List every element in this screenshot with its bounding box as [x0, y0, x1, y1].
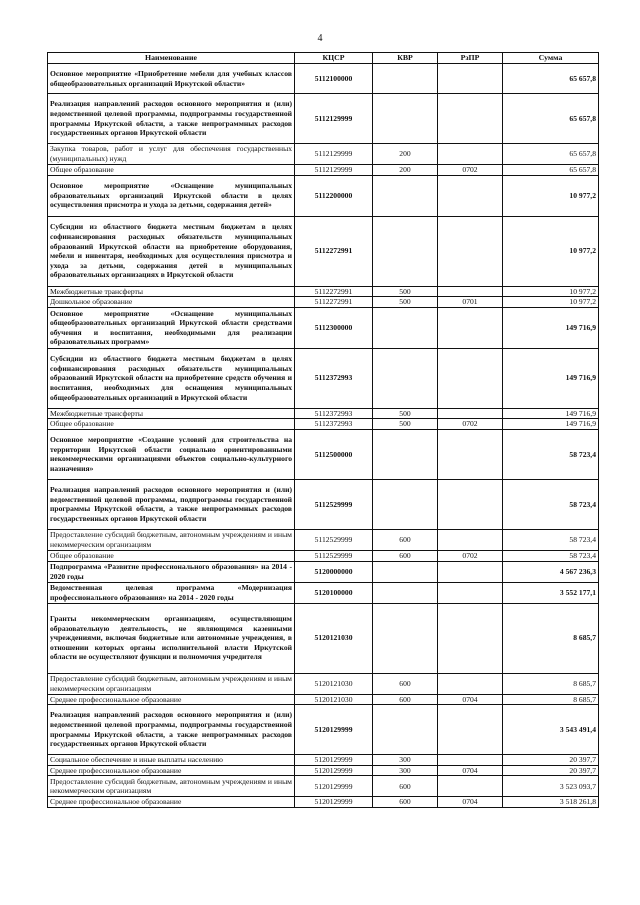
cell-name: Закупка товаров, работ и услуг для обеспечения государственных (муниципальных) нужд	[48, 144, 295, 165]
table-row	[48, 550, 599, 561]
table-body	[48, 64, 599, 808]
cell-name: Среднее профессиональное образование	[48, 694, 295, 705]
table-row	[48, 797, 599, 808]
cell-sum: 3 518 261,8	[503, 797, 599, 808]
cell-vr	[373, 94, 438, 144]
cell-rz	[438, 603, 503, 673]
cell-sum: 8 685,7	[503, 603, 599, 673]
cell-code: 5120129999	[295, 705, 373, 755]
table-row	[48, 307, 599, 348]
header-rz: РзПР	[438, 53, 503, 64]
cell-vr: 200	[373, 144, 438, 165]
cell-code: 5112372993	[295, 419, 373, 430]
table-row	[48, 694, 599, 705]
cell-sum: 65 657,8	[503, 94, 599, 144]
cell-vr: 500	[373, 297, 438, 308]
cell-sum: 58 723,4	[503, 529, 599, 550]
cell-vr	[373, 479, 438, 529]
cell-vr: 500	[373, 286, 438, 297]
cell-sum: 149 716,9	[503, 419, 599, 430]
cell-vr	[373, 175, 438, 216]
table-row	[48, 529, 599, 550]
cell-name: Общее образование	[48, 550, 295, 561]
cell-vr	[373, 603, 438, 673]
cell-rz	[438, 529, 503, 550]
cell-sum: 4 567 236,3	[503, 561, 599, 582]
table-row	[48, 175, 599, 216]
cell-vr: 600	[373, 797, 438, 808]
cell-vr: 200	[373, 165, 438, 176]
cell-name: Субсидии из областного бюджета местным бюджетам в целях софинансирования расходных обязательств муниципальных образований Иркутской области на приобретение средств обучения и воспитания, необходимых для оснащения муниципальных общеобразовательных организаций в Иркутской области	[48, 348, 295, 408]
cell-code: 5112100000	[295, 64, 373, 94]
cell-vr: 300	[373, 755, 438, 766]
cell-code: 5112372993	[295, 408, 373, 419]
table-row	[48, 603, 599, 673]
cell-rz	[438, 64, 503, 94]
cell-sum: 10 977,2	[503, 297, 599, 308]
cell-rz	[438, 561, 503, 582]
cell-vr: 600	[373, 673, 438, 694]
cell-code: 5120000000	[295, 561, 373, 582]
cell-rz: 0702	[438, 165, 503, 176]
cell-code: 5112529999	[295, 479, 373, 529]
table-row	[48, 286, 599, 297]
table-row	[48, 705, 599, 755]
cell-vr: 600	[373, 550, 438, 561]
cell-name: Социальное обеспечение и иные выплаты населению	[48, 755, 295, 766]
cell-sum: 8 685,7	[503, 694, 599, 705]
table-row	[48, 673, 599, 694]
cell-rz: 0704	[438, 765, 503, 776]
cell-rz	[438, 307, 503, 348]
cell-name: Дошкольное образование	[48, 297, 295, 308]
cell-vr	[373, 705, 438, 755]
cell-sum: 58 723,4	[503, 429, 599, 479]
budget-table	[47, 52, 599, 808]
cell-code: 5120129999	[295, 776, 373, 797]
table-row	[48, 165, 599, 176]
cell-name: Среднее профессиональное образование	[48, 765, 295, 776]
cell-rz: 0702	[438, 550, 503, 561]
table-row	[48, 297, 599, 308]
table-row	[48, 429, 599, 479]
cell-sum: 149 716,9	[503, 348, 599, 408]
table-header-row	[48, 53, 599, 64]
header-name: Наименование	[48, 53, 295, 64]
cell-sum: 10 977,2	[503, 216, 599, 286]
cell-name: Основное мероприятие «Оснащение муниципальных образовательных организаций Иркутской области в целях осуществления присмотра и ухода за детьми, содержания детей»	[48, 175, 295, 216]
cell-name: Гранты некоммерческим организациям, осуществляющим образовательную деятельность, не являющимся казенными учреждениями, включая бюджетные или автономные учреждения, в отношении которых органы исполнительной власти Иркутской области не осуществляют функции и полномочия учредителя	[48, 603, 295, 673]
cell-code: 5112300000	[295, 307, 373, 348]
cell-rz	[438, 776, 503, 797]
cell-name: Предоставление субсидий бюджетным, автономным учреждениям и иным некоммерческим организациям	[48, 673, 295, 694]
header-vr: КВР	[373, 53, 438, 64]
cell-sum: 149 716,9	[503, 307, 599, 348]
cell-sum: 65 657,8	[503, 144, 599, 165]
cell-name: Основное мероприятие «Создание условий для строительства на территории Иркутской области социально ориентированными некоммерческими организациями объектов социально-культурного назначения»	[48, 429, 295, 479]
table-row	[48, 419, 599, 430]
cell-sum: 65 657,8	[503, 165, 599, 176]
cell-name: Межбюджетные трансферты	[48, 408, 295, 419]
cell-name: Ведомственная целевая программа «Модернизация профессионального образования» на 2014 - 2020 годы	[48, 582, 295, 603]
cell-name: Подпрограмма «Развитие профессионального образования» на 2014 - 2020 годы	[48, 561, 295, 582]
table-row	[48, 755, 599, 766]
cell-code: 5112129999	[295, 94, 373, 144]
cell-name: Общее образование	[48, 165, 295, 176]
cell-sum: 58 723,4	[503, 550, 599, 561]
cell-name: Среднее профессиональное образование	[48, 797, 295, 808]
page-number: 4	[317, 33, 323, 44]
cell-name: Реализация направлений расходов основного мероприятия и (или) ведомственной целевой программы, подпрограммы государственной программы Иркутской области, а также непрограммных расходов государственных органов Иркутской области	[48, 479, 295, 529]
cell-code: 5120129999	[295, 765, 373, 776]
cell-sum: 20 397,7	[503, 765, 599, 776]
table-row	[48, 216, 599, 286]
cell-name: Реализация направлений расходов основного мероприятия и (или) ведомственной целевой программы, подпрограммы государственной программы Иркутской области, а также непрограммных расходов государственных органов Иркутской области	[48, 705, 295, 755]
table-row	[48, 64, 599, 94]
cell-rz: 0704	[438, 694, 503, 705]
cell-vr	[373, 561, 438, 582]
cell-code: 5112129999	[295, 144, 373, 165]
cell-rz	[438, 216, 503, 286]
table-row	[48, 561, 599, 582]
table-row	[48, 408, 599, 419]
cell-code: 5112129999	[295, 165, 373, 176]
cell-vr	[373, 307, 438, 348]
cell-name: Основное мероприятие «Оснащение муниципальных общеобразовательных организаций Иркутской области средствами обучения и воспитания, необходимыми для реализации образовательных программ»	[48, 307, 295, 348]
table-row	[48, 582, 599, 603]
cell-name: Предоставление субсидий бюджетным, автономным учреждениям и иным некоммерческим организациям	[48, 776, 295, 797]
cell-rz	[438, 673, 503, 694]
cell-sum: 3 552 177,1	[503, 582, 599, 603]
cell-vr	[373, 216, 438, 286]
cell-rz	[438, 755, 503, 766]
cell-rz	[438, 286, 503, 297]
cell-rz	[438, 429, 503, 479]
cell-sum: 65 657,8	[503, 64, 599, 94]
cell-vr	[373, 64, 438, 94]
cell-sum: 149 716,9	[503, 408, 599, 419]
cell-code: 5112500000	[295, 429, 373, 479]
table-row	[48, 765, 599, 776]
cell-sum: 3 543 491,4	[503, 705, 599, 755]
cell-rz	[438, 479, 503, 529]
table-row	[48, 144, 599, 165]
cell-sum: 58 723,4	[503, 479, 599, 529]
cell-name: Предоставление субсидий бюджетным, автономным учреждениям и иным некоммерческим организациям	[48, 529, 295, 550]
cell-code: 5120121030	[295, 694, 373, 705]
table-row	[48, 94, 599, 144]
cell-rz: 0701	[438, 297, 503, 308]
cell-vr: 500	[373, 419, 438, 430]
cell-vr: 500	[373, 408, 438, 419]
table-row	[48, 479, 599, 529]
cell-vr: 300	[373, 765, 438, 776]
cell-rz	[438, 705, 503, 755]
cell-sum: 20 397,7	[503, 755, 599, 766]
cell-rz	[438, 144, 503, 165]
cell-code: 5112372993	[295, 348, 373, 408]
cell-code: 5112529999	[295, 529, 373, 550]
cell-sum: 10 977,2	[503, 175, 599, 216]
cell-rz	[438, 408, 503, 419]
cell-name: Общее образование	[48, 419, 295, 430]
cell-name: Межбюджетные трансферты	[48, 286, 295, 297]
cell-sum: 3 523 093,7	[503, 776, 599, 797]
cell-rz	[438, 175, 503, 216]
cell-rz: 0704	[438, 797, 503, 808]
cell-code: 5112272991	[295, 286, 373, 297]
cell-name: Субсидии из областного бюджета местным бюджетам в целях софинансирования расходных обязательств муниципальных образований Иркутской области на приобретение оборудования, мебели и инвентаря, необходимых для осуществления присмотра и ухода за детьми, содержания детей в муниципальных образовательных организациях в Иркутской области	[48, 216, 295, 286]
cell-code: 5120129999	[295, 755, 373, 766]
cell-sum: 8 685,7	[503, 673, 599, 694]
cell-sum: 10 977,2	[503, 286, 599, 297]
cell-rz	[438, 582, 503, 603]
cell-vr	[373, 582, 438, 603]
cell-code: 5112200000	[295, 175, 373, 216]
cell-code: 5120100000	[295, 582, 373, 603]
cell-code: 5112272991	[295, 216, 373, 286]
cell-name: Реализация направлений расходов основного мероприятия и (или) ведомственной целевой программы, подпрограммы государственной программы Иркутской области, а также непрограммных расходов государственных органов Иркутской области	[48, 94, 295, 144]
table-row	[48, 776, 599, 797]
cell-rz: 0702	[438, 419, 503, 430]
cell-vr: 600	[373, 694, 438, 705]
cell-code: 5112529999	[295, 550, 373, 561]
cell-vr: 600	[373, 529, 438, 550]
cell-code: 5120129999	[295, 797, 373, 808]
cell-name: Основное мероприятие «Приобретение мебели для учебных классов общеобразовательных организаций Иркутской области»	[48, 64, 295, 94]
cell-vr	[373, 348, 438, 408]
cell-code: 5120121030	[295, 673, 373, 694]
table-row	[48, 348, 599, 408]
cell-vr	[373, 429, 438, 479]
header-code: КЦСР	[295, 53, 373, 64]
cell-vr: 600	[373, 776, 438, 797]
cell-code: 5112272991	[295, 297, 373, 308]
cell-rz	[438, 94, 503, 144]
cell-rz	[438, 348, 503, 408]
cell-code: 5120121030	[295, 603, 373, 673]
header-sum: Сумма	[503, 53, 599, 64]
